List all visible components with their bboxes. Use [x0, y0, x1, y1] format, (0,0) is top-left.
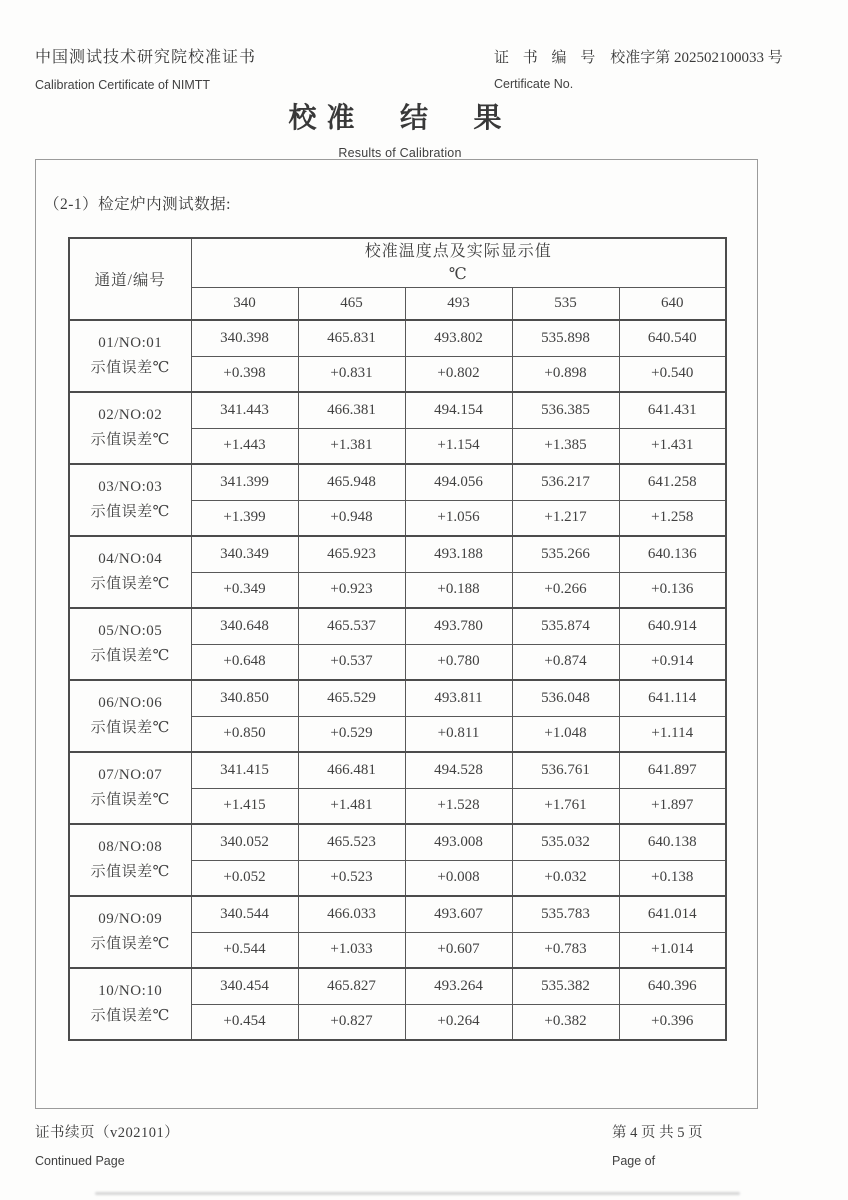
channel-cell: [69, 968, 191, 1040]
measured-value-cell: 466.033: [298, 896, 405, 932]
measured-value-cell: 493.264: [405, 968, 512, 1004]
error-value-cell: +1.033: [298, 932, 405, 968]
continued-page-en: Continued Page: [35, 1154, 125, 1168]
channel-id: 02/NO:02: [98, 406, 163, 423]
measured-value-cell: 494.056: [405, 464, 512, 500]
measured-value-cell: 641.431: [619, 392, 726, 428]
error-value-cell: +1.217: [512, 500, 619, 536]
channel-cell: [69, 824, 191, 896]
channel-value-row: [69, 392, 726, 428]
channel-error-label: 示值误差℃: [90, 792, 170, 808]
channel-cell: [69, 680, 191, 752]
measured-value-cell: 341.399: [191, 464, 298, 500]
channel-error-label: 示值误差℃: [90, 1008, 170, 1024]
channel-id: 01/NO:01: [98, 334, 163, 351]
error-value-cell: +0.454: [191, 1004, 298, 1040]
error-value-cell: +0.540: [619, 356, 726, 392]
channel-id: 09/NO:09: [98, 910, 163, 927]
channel-id: 08/NO:08: [98, 838, 163, 855]
measured-value-cell: 465.537: [298, 608, 405, 644]
measured-value-cell: 640.396: [619, 968, 726, 1004]
measured-value-cell: 535.898: [512, 320, 619, 356]
channel-error-label: 示值误差℃: [90, 936, 170, 952]
error-value-cell: +0.398: [191, 356, 298, 392]
channel-value-row: [69, 896, 726, 932]
org-header: [35, 44, 256, 92]
error-value-cell: +1.154: [405, 428, 512, 464]
channel-cell: [69, 320, 191, 392]
measured-value-cell: 340.544: [191, 896, 298, 932]
channel-column-header: 通道/编号: [69, 238, 191, 320]
error-value-cell: +0.914: [619, 644, 726, 680]
error-value-cell: +0.783: [512, 932, 619, 968]
measured-value-cell: 535.382: [512, 968, 619, 1004]
error-value-cell: +0.032: [512, 860, 619, 896]
channel-value-row: [69, 608, 726, 644]
error-value-cell: +1.385: [512, 428, 619, 464]
temperature-span-header-text: 校准温度点及实际显示值: [364, 242, 552, 260]
channel-cell: [69, 896, 191, 968]
error-value-cell: +1.258: [619, 500, 726, 536]
page-number-cn: 第 4 页 共 5 页: [612, 1125, 703, 1141]
measured-value-cell: 640.136: [619, 536, 726, 572]
channel-error-label: 示值误差℃: [90, 432, 170, 448]
error-value-cell: +0.831: [298, 356, 405, 392]
error-value-cell: +0.138: [619, 860, 726, 896]
error-value-cell: +0.948: [298, 500, 405, 536]
error-value-cell: +1.443: [191, 428, 298, 464]
error-value-cell: +0.264: [405, 1004, 512, 1040]
scan-artifact-line: [95, 1192, 740, 1195]
measured-value-cell: 494.528: [405, 752, 512, 788]
error-value-cell: +0.923: [298, 572, 405, 608]
error-value-cell: +1.481: [298, 788, 405, 824]
error-value-cell: +0.349: [191, 572, 298, 608]
content-frame: [35, 159, 758, 1109]
measured-value-cell: 341.443: [191, 392, 298, 428]
error-value-cell: +0.537: [298, 644, 405, 680]
error-value-cell: +1.056: [405, 500, 512, 536]
measured-value-cell: 640.138: [619, 824, 726, 860]
error-value-cell: +0.008: [405, 860, 512, 896]
error-value-cell: +1.415: [191, 788, 298, 824]
error-value-cell: +0.266: [512, 572, 619, 608]
measured-value-cell: 465.827: [298, 968, 405, 1004]
measured-value-cell: 465.831: [298, 320, 405, 356]
certificate-number-line: [494, 46, 783, 67]
error-value-cell: +1.381: [298, 428, 405, 464]
page-number-en: Page of: [612, 1154, 656, 1168]
error-value-cell: +0.382: [512, 1004, 619, 1040]
error-value-cell: +0.811: [405, 716, 512, 752]
measured-value-cell: 465.923: [298, 536, 405, 572]
footer-right: [612, 1121, 703, 1168]
temperature-span-header: [191, 238, 726, 287]
measured-value-cell: 465.523: [298, 824, 405, 860]
measured-value-cell: 493.802: [405, 320, 512, 356]
temp-point-header: 535: [512, 287, 619, 320]
org-name-cn: 中国测试技术研究院校准证书: [35, 49, 257, 66]
measured-value-cell: 535.266: [512, 536, 619, 572]
measured-value-cell: 641.897: [619, 752, 726, 788]
continued-page-cn: 证书续页（v202101）: [35, 1125, 180, 1141]
channel-error-label: 示值误差℃: [90, 864, 170, 880]
measured-value-cell: 641.258: [619, 464, 726, 500]
measured-value-cell: 493.811: [405, 680, 512, 716]
error-value-cell: +1.399: [191, 500, 298, 536]
error-value-cell: +0.523: [298, 860, 405, 896]
measured-value-cell: 536.385: [512, 392, 619, 428]
certificate-number-label-cn: 证 书 编 号: [494, 50, 601, 66]
error-value-cell: +0.544: [191, 932, 298, 968]
section-label: （2-1）检定炉内测试数据:: [44, 196, 231, 213]
channel-id: 07/NO:07: [98, 766, 163, 783]
channel-cell: [69, 464, 191, 536]
measured-value-cell: 640.540: [619, 320, 726, 356]
measured-value-cell: 641.114: [619, 680, 726, 716]
channel-value-row: [69, 464, 726, 500]
channel-value-row: [69, 680, 726, 716]
channel-cell: [69, 392, 191, 464]
temp-point-header: 640: [619, 287, 726, 320]
measured-value-cell: 493.607: [405, 896, 512, 932]
channel-value-row: [69, 752, 726, 788]
channel-cell: [69, 752, 191, 824]
measured-value-cell: 493.780: [405, 608, 512, 644]
certificate-number-label-en: Certificate No.: [494, 77, 574, 91]
channel-id: 04/NO:04: [98, 550, 163, 567]
measured-value-cell: 536.217: [512, 464, 619, 500]
error-value-cell: +1.761: [512, 788, 619, 824]
org-name-en: Calibration Certificate of NIMTT: [35, 78, 211, 92]
temp-point-header: 340: [191, 287, 298, 320]
error-value-cell: +0.874: [512, 644, 619, 680]
error-value-cell: +1.528: [405, 788, 512, 824]
footer-left: [35, 1121, 179, 1168]
measured-value-cell: 465.948: [298, 464, 405, 500]
channel-value-row: [69, 824, 726, 860]
page-title-cn: 校准 结 果: [288, 102, 512, 133]
table-header-row-top: [69, 238, 726, 287]
measured-value-cell: 466.481: [298, 752, 405, 788]
measured-value-cell: 340.398: [191, 320, 298, 356]
error-value-cell: +0.898: [512, 356, 619, 392]
channel-error-label: 示值误差℃: [90, 504, 170, 520]
error-value-cell: +0.802: [405, 356, 512, 392]
error-value-cell: +1.114: [619, 716, 726, 752]
channel-id: 05/NO:05: [98, 622, 163, 639]
error-value-cell: +0.396: [619, 1004, 726, 1040]
measured-value-cell: 493.188: [405, 536, 512, 572]
measured-value-cell: 535.032: [512, 824, 619, 860]
measured-value-cell: 341.415: [191, 752, 298, 788]
measured-value-cell: 535.874: [512, 608, 619, 644]
error-value-cell: +0.780: [405, 644, 512, 680]
channel-id: 06/NO:06: [98, 694, 163, 711]
calibration-results-table: [68, 237, 727, 1041]
measured-value-cell: 493.008: [405, 824, 512, 860]
certificate-number-value: 校准字第 202502100033 号: [610, 50, 783, 66]
error-value-cell: +0.188: [405, 572, 512, 608]
page-title-block: [0, 96, 800, 160]
error-value-cell: +0.052: [191, 860, 298, 896]
measured-value-cell: 466.381: [298, 392, 405, 428]
channel-id: 10/NO:10: [98, 982, 163, 999]
error-value-cell: +1.048: [512, 716, 619, 752]
channel-value-row: [69, 320, 726, 356]
measured-value-cell: 640.914: [619, 608, 726, 644]
certificate-number-block: [494, 46, 783, 91]
channel-error-label: 示值误差℃: [90, 648, 170, 664]
error-value-cell: +1.431: [619, 428, 726, 464]
measured-value-cell: 340.850: [191, 680, 298, 716]
temperature-unit: ℃: [448, 265, 468, 283]
error-value-cell: +0.136: [619, 572, 726, 608]
measured-value-cell: 494.154: [405, 392, 512, 428]
measured-value-cell: 641.014: [619, 896, 726, 932]
measured-value-cell: 465.529: [298, 680, 405, 716]
temp-point-header: 493: [405, 287, 512, 320]
measured-value-cell: 340.454: [191, 968, 298, 1004]
channel-cell: [69, 536, 191, 608]
measured-value-cell: 536.048: [512, 680, 619, 716]
page-title-en: Results of Calibration: [338, 146, 462, 160]
error-value-cell: +1.014: [619, 932, 726, 968]
error-value-cell: +0.648: [191, 644, 298, 680]
temp-point-header: 465: [298, 287, 405, 320]
measured-value-cell: 536.761: [512, 752, 619, 788]
channel-cell: [69, 608, 191, 680]
measured-value-cell: 340.349: [191, 536, 298, 572]
channel-error-label: 示值误差℃: [90, 720, 170, 736]
error-value-cell: +0.529: [298, 716, 405, 752]
channel-id: 03/NO:03: [98, 478, 163, 495]
error-value-cell: +0.850: [191, 716, 298, 752]
channel-error-label: 示值误差℃: [90, 360, 170, 376]
error-value-cell: +1.897: [619, 788, 726, 824]
channel-error-label: 示值误差℃: [90, 576, 170, 592]
measured-value-cell: 535.783: [512, 896, 619, 932]
error-value-cell: +0.827: [298, 1004, 405, 1040]
error-value-cell: +0.607: [405, 932, 512, 968]
channel-value-row: [69, 536, 726, 572]
measured-value-cell: 340.052: [191, 824, 298, 860]
measured-value-cell: 340.648: [191, 608, 298, 644]
channel-value-row: [69, 968, 726, 1004]
